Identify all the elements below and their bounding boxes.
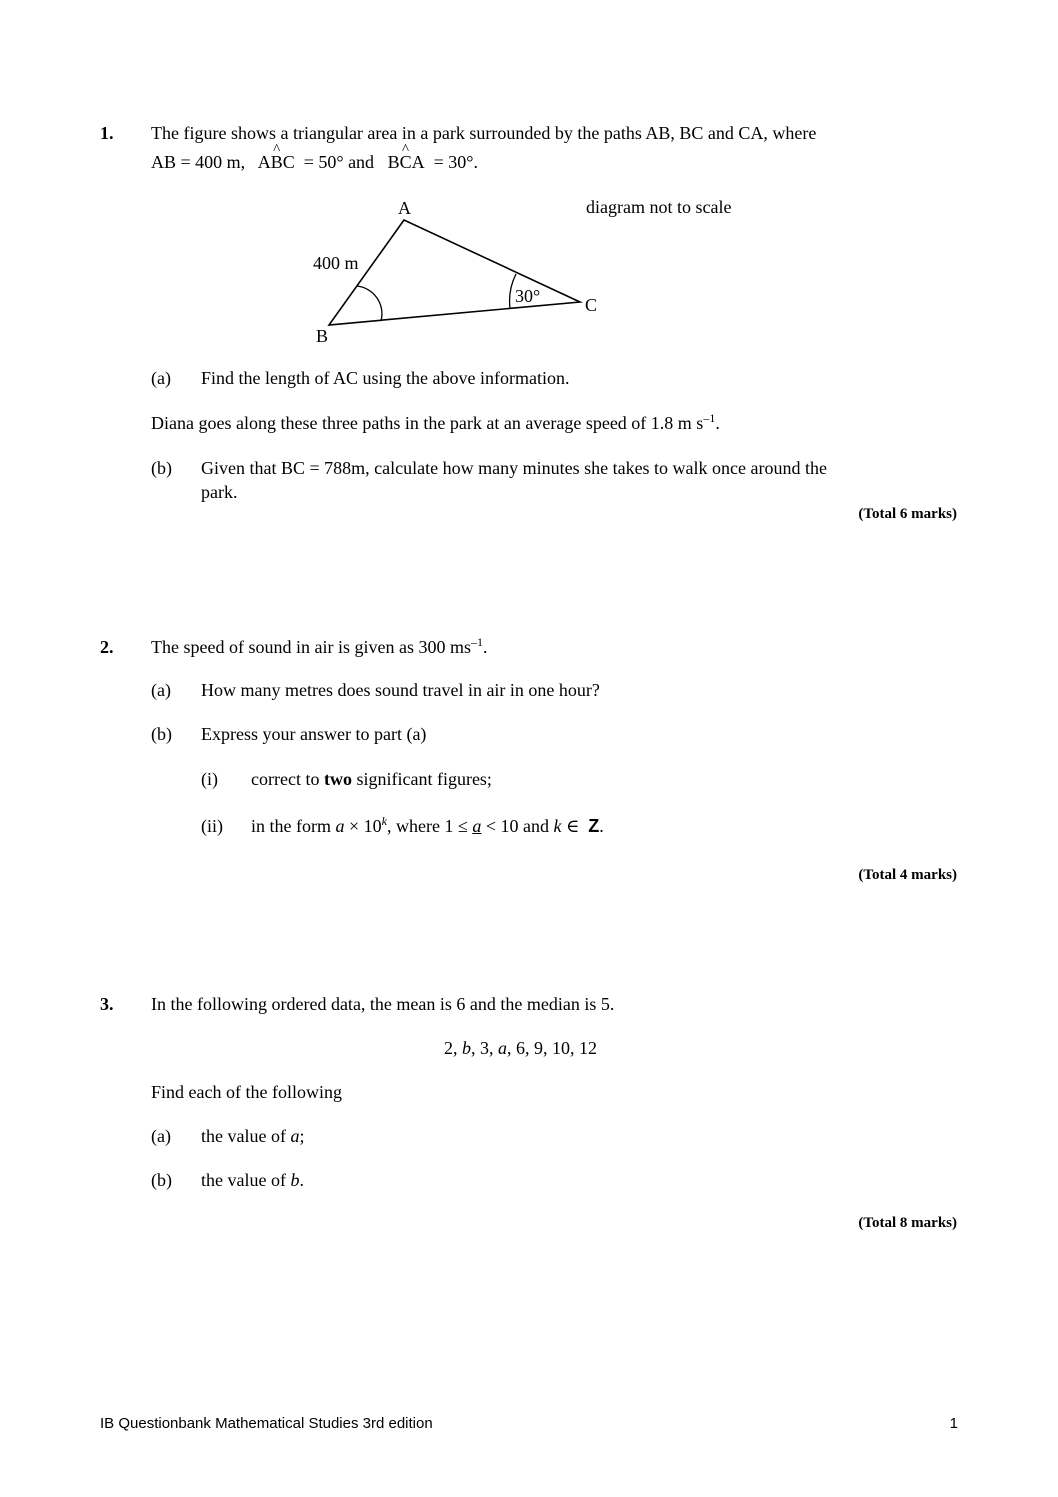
question-1-intro: The figure shows a triangular area in a park surrounded by the paths AB, BC and CA, where [151,123,817,143]
given-angle-abc: A^ BC [258,152,295,172]
given-angle-abc-value: = 50° and [303,152,375,172]
q2-part-b-label: (b) [151,724,172,744]
triangle-diagram [300,195,620,350]
question-2-number: 2. [100,637,114,657]
q2-part-b-i-text: correct to two significant figures; [251,769,492,789]
angle-b-arc [357,286,382,321]
q3-ordered-data: 2, b, 3, a, 6, 9, 10, 12 [444,1038,597,1058]
question-3-number: 3. [100,994,114,1014]
question-2-intro: The speed of sound in air is given as 300 $ms^{-1}$. [151,635,488,657]
q3-part-b-label: (b) [151,1170,172,1190]
diagram-note: diagram not to scale [586,197,732,217]
side-ab-label: 400 m [313,253,359,273]
q1-part-b-text-line2: park. [201,482,238,502]
vertex-c-label: C [585,295,598,315]
q1-part-a-label: (a) [151,368,171,388]
q3-part-b-text: the value of b. [201,1170,304,1190]
q3-total-marks: (Total 8 marks) [858,1215,957,1231]
q2-part-b-i-label: (i) [201,769,218,789]
vertex-a-label: A [398,198,411,218]
q2-part-a-text: How many metres does sound travel in air in one hour? [201,680,600,700]
q2-total-marks: (Total 4 marks) [858,867,957,883]
vertex-b-label: B [316,326,329,346]
q2-part-a-label: (a) [151,680,171,700]
q3-part-a-text: the value of a; [201,1126,305,1146]
given-angle-bca: B^ CA [388,152,425,172]
q1-part-b-label: (b) [151,458,172,478]
q1-part-a-text: Find the length of AC using the above information. [201,368,570,388]
q2-part-b-ii-label: (ii) [201,816,223,836]
given-angle-bca-value: = 30°. [433,152,478,172]
question-3-intro: In the following ordered data, the mean is 6 and the median is 5. [151,994,615,1014]
angle-c-label: 30° [515,286,541,306]
given-ab: AB = 400 m, [151,152,246,172]
question-1-givens [151,151,478,173]
triangle-abc [329,220,580,325]
q1-diana-text: Diana goes along these three paths in the park at an average speed of 1.8 m $s^{-1}$. [151,411,720,433]
footer-page-number: 1 [949,1415,958,1432]
q3-find-text: Find each of the following [151,1082,342,1102]
q3-part-a-label: (a) [151,1126,171,1146]
question-1-number: 1. [100,123,114,143]
footer-source: IB Questionbank Mathematical Studies 3rd edition [100,1415,433,1432]
q1-part-b-text-line1: Given that BC = 788m, calculate how many minutes she takes to walk once around the [201,458,828,478]
q2-part-b-text: Express your answer to part (a) [201,724,427,744]
q1-total-marks: (Total 6 marks) [858,506,957,522]
q2-part-b-ii-text: in the form $a \times 10^k$, where 1 ≤ a < 10 and k ∈ Z. [251,814,604,836]
